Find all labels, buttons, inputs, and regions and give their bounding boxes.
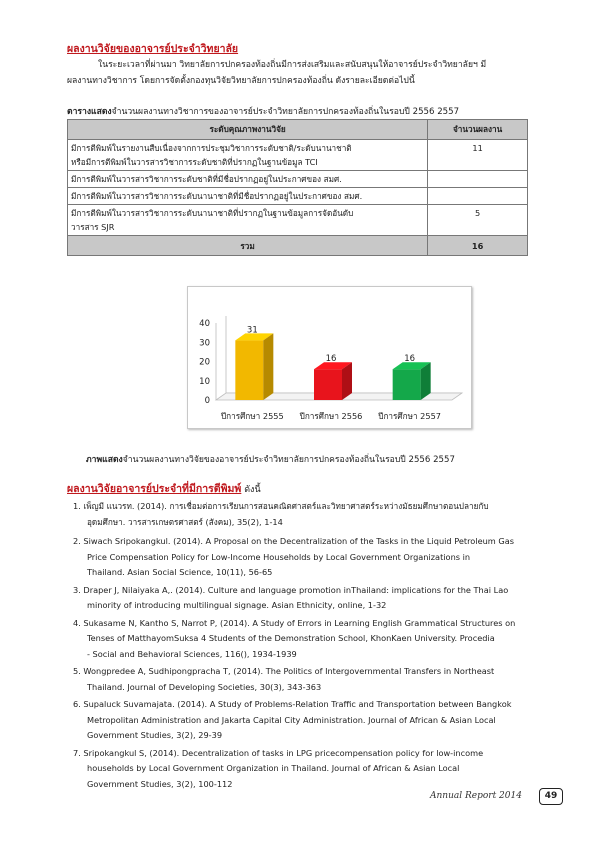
x-category-label: ปีการศึกษา 2555 [220, 411, 284, 421]
reference-line: Thailand. Asian Social Science, 10(11), 56-65 [87, 567, 273, 577]
row-label [68, 188, 428, 205]
research-table [67, 119, 528, 256]
row-label [68, 205, 428, 236]
reference-line: minority of introducing multilingual signage. Asian Ethnicity, online, 1-32 [87, 600, 387, 610]
reference-line: อุดมศึกษา. วารสารเกษตรศาสตร์ (สังคม), 35(2), 1-14 [87, 516, 283, 527]
row-label-line: หรือมีการตีพิมพ์ในวารสารวิชาการระดับชาติที่ปรากฏในฐานข้อมูล TCI [71, 157, 318, 167]
reference-line: Metropolitan Administration and Jakarta Capital City Administration. Journal of African & Asian Local [87, 714, 496, 725]
reference-line: 3. Draper J, Nilaiyaka A,. (2014). Culture and language promotion inThailand: implications for the Thai Lao [73, 584, 509, 595]
chart-caption-label: ภาพแสดง [86, 455, 123, 465]
reference-line: Government Studies, 3(2), 29-39 [87, 730, 223, 740]
reference-line: - Social and Behavioral Sciences, 116(), 1934-1939 [87, 648, 297, 659]
footer-report-title: Annual Report 2014 [430, 791, 522, 801]
data-label: 16 [325, 354, 337, 365]
y-tick-label: 30 [199, 338, 210, 349]
row-label [68, 171, 428, 188]
bar [235, 340, 263, 400]
chart-caption-text: จำนวนผลงานทางวิจัยของอาจารย์ประจำวิทยาลัยการปกครองท้องถิ่นในรอบปี 2556 2557 [122, 455, 455, 465]
header-quality-level: ระดับคุณภาพงานวิจัย [68, 120, 428, 140]
row-label-line: มีการตีพิมพ์ในรายงานสืบเนื่องจากการประชุมวิชาการระดับชาติ/ระดับนานาชาติ [71, 143, 352, 153]
reference-item [73, 616, 563, 663]
reference-item [73, 697, 563, 744]
reference-line: Tenses of MatthayomSuksa 4 Students of the Demonstration School, KhonKaen University. Procedia [87, 633, 495, 643]
section-title-research: ผลงานวิจัยของอาจารย์ประจำวิทยาลัย [67, 43, 239, 55]
y-tick-label: 10 [199, 376, 210, 387]
data-label: 31 [246, 325, 258, 336]
reference-line: 2. Siwach Sripokangkul. (2014). A Proposal on the Decentralization of the Tasks in the Liquid Petroleum Gas [73, 536, 515, 546]
reference-line: Thailand. Journal of Developing Societies, 30(3), 343-363 [87, 681, 322, 692]
reference-line: 5. Wongpredee A, Sudhipongpracha T, (2014). The Politics of Intergovernmental Transfers in Northeast [73, 666, 495, 676]
section-title-publications-wrap [67, 480, 261, 497]
table-row [68, 140, 528, 171]
table-caption-text: จำนวนผลงานทางวิชาการของอาจารย์ประจำวิทยาลัยการปกครองท้องถิ่นในรอบปี 2556 2557 [111, 107, 460, 117]
y-tick-label: 20 [199, 357, 210, 368]
row-label-line: มีการตีพิมพ์ในวารสารวิชาการระดับนานาชาติที่มีชื่อปรากฏอยู่ในประกาศของ สมศ. [71, 191, 363, 201]
row-count [428, 171, 528, 188]
x-category-label: ปีการศึกษา 2557 [378, 411, 442, 421]
table-caption [67, 104, 459, 118]
reference-line: 4. Sukasame N, Kantho S, Narrot P, (2014). A Study of Errors in Learning English Grammatical Structures on [73, 617, 516, 628]
reference-line: 6. Supaluck Suvamajata. (2014). A Study of Problems-Relation Traffic and Transportation between Bangkok [73, 699, 512, 709]
intro-paragraph-line2: ผลงานทางวิชาการ โดยการจัดตั้งกองทุนวิจัยวิทยาลัยการปกครองท้องถิ่น ดังรายละเอียดต่อไปนี้ [67, 76, 415, 86]
reference-item [73, 583, 563, 614]
total-label: รวม [68, 236, 428, 256]
reference-line: Government Studies, 3(2), 100-112 [87, 778, 233, 789]
reference-list [73, 499, 563, 792]
reference-item [73, 746, 563, 793]
section-title-suffix: ดังนี้ [241, 485, 261, 495]
reference-item [73, 499, 563, 530]
table-row [68, 205, 528, 236]
chart-frame [187, 286, 472, 429]
y-tick-label: 40 [199, 319, 210, 329]
row-label-line: มีการตีพิมพ์ในวารสารวิชาการระดับชาติที่มีชื่อปรากฏอยู่ในประกาศของ สมศ. [71, 174, 342, 184]
total-count: 16 [428, 236, 528, 256]
header-count: จำนวนผลงาน [428, 120, 528, 140]
row-count: 5 [428, 205, 528, 236]
bar-chart [188, 287, 471, 428]
reference-line: Price Compensation Policy for Low-Income Households by Local Government Organizations in [87, 551, 471, 562]
reference-line: 7. Sripokangkul S, (2014). Decentralization of tasks in LPG pricecompensation policy for low-income [73, 747, 484, 758]
table-header-row [68, 120, 528, 140]
row-label-line: วารสาร SJR [71, 222, 115, 232]
section-title-publications: ผลงานวิจัยอาจารย์ประจำที่มีการตีพิมพ์ [67, 483, 242, 495]
chart-caption [86, 452, 455, 468]
reference-item [73, 534, 563, 581]
table-total-row [68, 236, 528, 256]
x-category-label: ปีการศึกษา 2556 [299, 411, 363, 421]
bar [393, 369, 421, 400]
reference-item [73, 664, 563, 695]
row-count [428, 188, 528, 205]
data-label: 16 [404, 354, 416, 365]
row-count: 11 [428, 140, 528, 171]
reference-line: 1. เพ็ญมี แนวรท. (2014). การเชื่อมต่อการเรียนการสอนคณิตศาสตร์และวิทยาศาสตร์ระหว่างมัธยมศึกษาตอนปลายกับ [73, 501, 489, 511]
row-label-line: มีการตีพิมพ์ในวารสารวิชาการระดับนานาชาติที่ปรากฏในฐานข้อมูลการจัดอันดับ [71, 208, 354, 218]
bar [314, 369, 342, 400]
reference-line: households by Local Government Organization in Thailand. Journal of African & Asian Local [87, 763, 460, 773]
table-row [68, 171, 528, 188]
bar-side [263, 333, 273, 400]
row-label [68, 140, 428, 171]
intro-paragraph-line1: ในระยะเวลาที่ผ่านมา วิทยาลัยการปกครองท้องถิ่นมีการส่งเสริมและสนับสนุนให้อาจารย์ประจำวิทยาลัยฯ มี [98, 60, 487, 70]
page-number: 49 [539, 788, 563, 805]
table-caption-label: ตารางแสดง [67, 107, 112, 117]
y-tick-label: 0 [204, 396, 210, 406]
table-row [68, 188, 528, 205]
